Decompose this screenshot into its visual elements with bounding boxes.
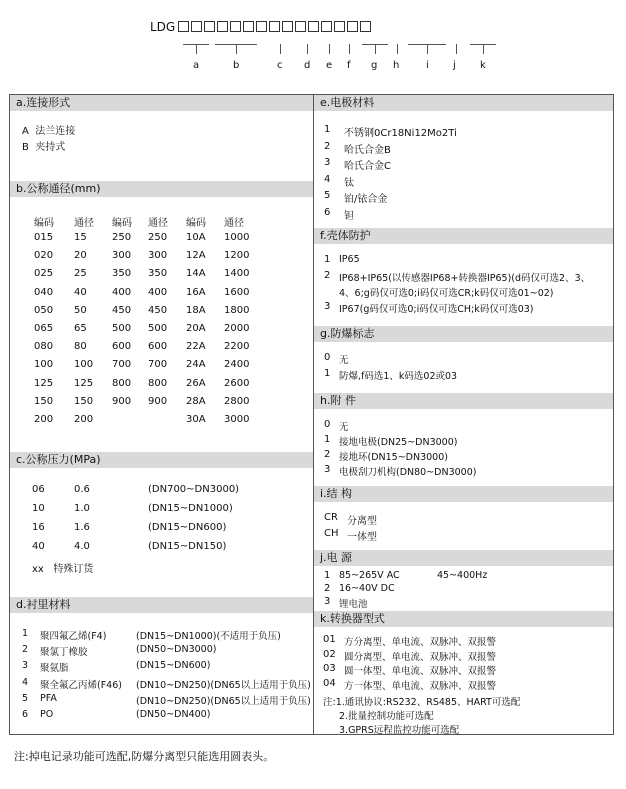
section-j-header: j.电 源 bbox=[314, 550, 613, 566]
table-cell: 350 bbox=[112, 268, 132, 280]
code-box bbox=[191, 21, 202, 32]
list-code: 2 bbox=[324, 270, 331, 281]
table-cell: 400 bbox=[112, 286, 132, 298]
table-cell: 500 bbox=[148, 323, 168, 334]
table-cell: 14A bbox=[186, 268, 206, 280]
table-cell: 1.6 bbox=[74, 522, 90, 533]
note-line: 3.GPRS远程监控功能可选配 bbox=[339, 725, 460, 736]
list-item: B 夹持式 bbox=[22, 142, 66, 153]
code-box bbox=[269, 21, 280, 32]
table-cell: 30A bbox=[186, 414, 206, 425]
table-cell: 12A bbox=[186, 250, 206, 262]
letter-c: c bbox=[277, 60, 283, 71]
table-cell: 20A bbox=[186, 323, 206, 334]
table-cell: 400 bbox=[148, 286, 168, 298]
list-item: 一体型 bbox=[347, 532, 377, 543]
letter-e: e bbox=[326, 60, 333, 71]
list-code: 2 bbox=[324, 583, 331, 594]
table-cell: (DN10~DN250)(DN65以上适用于负压) bbox=[136, 679, 311, 691]
list-item: 铂/铱合金 bbox=[344, 194, 388, 205]
table-cell: 15 bbox=[74, 232, 87, 243]
letter-a: a bbox=[193, 60, 200, 71]
list-item: 哈氏合金B bbox=[344, 144, 391, 156]
table-cell: 1600 bbox=[224, 286, 250, 298]
list-code: 2 bbox=[324, 449, 331, 460]
section-c-header: c.公称压力(MPa) bbox=[10, 452, 313, 468]
list-code: 1 bbox=[324, 570, 331, 581]
table-cell: 450 bbox=[148, 304, 168, 316]
table-cell: 2800 bbox=[224, 395, 250, 407]
list-code: 3 bbox=[324, 157, 331, 168]
table-cell: 80 bbox=[74, 341, 87, 353]
table-cell: (DN15~DN600) bbox=[148, 522, 227, 533]
table-cell: 3000 bbox=[224, 414, 250, 425]
model-prefix: LDG bbox=[150, 20, 176, 34]
list-code: 1 bbox=[324, 124, 331, 135]
table-cell: 2000 bbox=[224, 323, 250, 334]
code-box bbox=[295, 21, 306, 32]
table-cell: 500 bbox=[112, 323, 132, 334]
table-cell: 1400 bbox=[224, 268, 250, 280]
list-code: 3 bbox=[324, 464, 331, 475]
note-line: 注:1.通讯协议:RS232、RS485、HART可选配 bbox=[323, 697, 521, 708]
table-cell: 5 bbox=[22, 692, 29, 704]
table-cell: 250 bbox=[112, 232, 132, 243]
table-cell: 40 bbox=[74, 286, 87, 298]
table-cell: 080 bbox=[34, 341, 54, 353]
code-box bbox=[360, 21, 371, 32]
list-item: 哈氏合金C bbox=[344, 161, 391, 172]
table-cell: 100 bbox=[34, 359, 54, 371]
list-item: IP67(g码仅可选0;i码仅可选CH;k码仅可选03) bbox=[339, 304, 534, 315]
table-cell: 65 bbox=[74, 323, 87, 334]
list-item: A 法兰连接 bbox=[22, 126, 76, 137]
table-cell: (DN50~DN3000) bbox=[136, 644, 217, 656]
table-cell: 800 bbox=[148, 377, 168, 389]
table-cell: 1000 bbox=[224, 232, 250, 243]
table-cell: 1800 bbox=[224, 304, 250, 316]
note-line: 2.批量控制功能可选配 bbox=[339, 711, 434, 722]
table-cell: 600 bbox=[112, 341, 132, 353]
code-box bbox=[308, 21, 319, 32]
table-cell: 250 bbox=[148, 232, 168, 243]
table-cell: PFA bbox=[40, 692, 57, 704]
list-item: 方分离型、单电流、双脉冲、双报警 bbox=[344, 637, 497, 648]
code-box bbox=[282, 21, 293, 32]
table-header: 通径 bbox=[148, 218, 168, 229]
list-item: IP65 bbox=[339, 254, 360, 265]
table-cell: 300 bbox=[148, 250, 168, 262]
section-d-header: d.衬里材料 bbox=[10, 597, 313, 613]
list-item: 16~40V DC bbox=[339, 583, 395, 594]
table-cell: 22A bbox=[186, 341, 206, 353]
table-cell: (DN15~DN1000)(不适用于负压) bbox=[136, 631, 281, 642]
table-cell: 125 bbox=[34, 377, 54, 389]
list-code: 1 bbox=[324, 368, 331, 379]
list-item: 不锈钢0Cr18Ni12Mo2Ti bbox=[344, 128, 457, 139]
table-cell: 聚氨脂 bbox=[40, 663, 69, 675]
table-cell: 10 bbox=[32, 503, 45, 514]
table-cell: 200 bbox=[34, 414, 54, 425]
list-item: 方一体型、单电流、双脉冲、双报警 bbox=[344, 680, 497, 692]
list-item: 接地环(DN15~DN3000) bbox=[339, 452, 448, 463]
table-cell: 2 bbox=[22, 644, 29, 656]
list-item: 锂电池 bbox=[339, 599, 368, 610]
table-cell: 聚氯丁橡胶 bbox=[40, 647, 88, 659]
table-cell: 200 bbox=[74, 414, 94, 425]
table-cell: (DN15~DN150) bbox=[148, 541, 227, 552]
section-f-header: f.壳体防护 bbox=[314, 228, 613, 244]
table-cell: 2600 bbox=[224, 377, 250, 389]
table-cell: 18A bbox=[186, 304, 206, 316]
list-item: 钽 bbox=[344, 210, 354, 222]
section-e-header: e.电极材料 bbox=[314, 95, 613, 111]
table-cell: 050 bbox=[34, 304, 54, 316]
table-cell: (DN50~DN400) bbox=[136, 709, 211, 720]
table-header: 编码 bbox=[34, 218, 54, 229]
table-cell: 40 bbox=[32, 541, 45, 552]
list-code: 3 bbox=[324, 596, 331, 607]
list-code: 2 bbox=[324, 140, 331, 152]
table-cell: 700 bbox=[148, 359, 168, 371]
table-cell: 020 bbox=[34, 250, 54, 262]
model-code-boxes bbox=[178, 21, 373, 33]
table-cell: 300 bbox=[112, 250, 132, 262]
table-cell: 10A bbox=[186, 232, 206, 243]
list-code: 02 bbox=[323, 648, 336, 660]
table-cell: 900 bbox=[148, 395, 168, 407]
list-item: 85~265V AC bbox=[339, 570, 400, 581]
table-cell: (DN10~DN250)(DN65以上适用于负压) bbox=[136, 695, 311, 707]
list-item: 4、6;g码仅可选0;i码仅可选CR;k码仅可选01~02) bbox=[339, 288, 554, 299]
list-code: 3 bbox=[324, 301, 331, 312]
table-cell: 900 bbox=[112, 395, 132, 407]
list-item: 钛 bbox=[344, 177, 354, 189]
list-code: 6 bbox=[324, 206, 331, 218]
table-cell: 3 bbox=[22, 660, 29, 672]
list-code: 1 bbox=[324, 434, 331, 445]
list-item: 无 bbox=[339, 422, 349, 433]
code-box bbox=[347, 21, 358, 32]
table-cell: 26A bbox=[186, 377, 206, 389]
table-cell: (DN15~DN1000) bbox=[148, 503, 233, 514]
list-code: 5 bbox=[324, 190, 331, 201]
table-cell: 025 bbox=[34, 268, 54, 280]
list-item: 圆分离型、单电流、双脉冲、双报警 bbox=[344, 651, 497, 663]
list-code: CR bbox=[324, 512, 338, 523]
section-b-header: b.公称通径(mm) bbox=[10, 181, 313, 197]
table-cell: 聚四氟乙烯(F4) bbox=[40, 631, 107, 642]
list-item: 无 bbox=[339, 355, 349, 366]
list-item: 分离型 bbox=[347, 516, 377, 527]
letter-h: h bbox=[393, 60, 400, 71]
table-cell: 1200 bbox=[224, 250, 250, 262]
code-box bbox=[204, 21, 215, 32]
code-box bbox=[321, 21, 332, 32]
letter-k: k bbox=[480, 60, 486, 71]
table-cell: (DN15~DN600) bbox=[136, 660, 211, 672]
list-code: 03 bbox=[323, 663, 336, 674]
code-box bbox=[334, 21, 345, 32]
table-cell: 16A bbox=[186, 286, 206, 298]
table-cell: 150 bbox=[34, 395, 54, 407]
list-item: 防爆,f码选1、k码选02或03 bbox=[339, 371, 458, 382]
table-cell: 700 bbox=[112, 359, 132, 371]
code-box bbox=[230, 21, 241, 32]
table-cell: 2400 bbox=[224, 359, 250, 371]
list-item: 45~400Hz bbox=[437, 570, 488, 581]
table-cell: 24A bbox=[186, 359, 206, 371]
footer-note: 注:掉电记录功能可选配,防爆分离型只能选用圆表头。 bbox=[14, 750, 275, 763]
table-cell: (DN700~DN3000) bbox=[148, 484, 240, 495]
table-cell: 25 bbox=[74, 268, 87, 280]
table-cell: 800 bbox=[112, 377, 132, 389]
code-box bbox=[217, 21, 228, 32]
code-box bbox=[256, 21, 267, 32]
list-code: 1 bbox=[324, 254, 331, 265]
table-header: 通径 bbox=[224, 218, 244, 229]
table-cell: 350 bbox=[148, 268, 168, 280]
table-cell: 0.6 bbox=[74, 484, 90, 495]
letter-g: g bbox=[371, 60, 378, 71]
table-cell: 125 bbox=[74, 377, 94, 389]
list-code: 0 bbox=[324, 352, 331, 363]
section-h-header: h.附 件 bbox=[314, 393, 613, 409]
table-cell: 6 bbox=[22, 709, 29, 720]
table-cell: 040 bbox=[34, 286, 54, 298]
table-cell: 450 bbox=[112, 304, 132, 316]
letter-f: f bbox=[347, 60, 351, 71]
list-code: 0 bbox=[324, 419, 331, 430]
table-cell: 20 bbox=[74, 250, 87, 262]
table-cell: 150 bbox=[74, 395, 94, 407]
code-box bbox=[178, 21, 189, 32]
list-code: 4 bbox=[324, 173, 331, 185]
table-cell: 600 bbox=[148, 341, 168, 353]
list-item: 电极刮刀机构(DN80~DN3000) bbox=[339, 467, 477, 478]
table-cell: 015 bbox=[34, 232, 54, 243]
code-box bbox=[243, 21, 254, 32]
table-cell: 2200 bbox=[224, 341, 250, 353]
table-cell: 28A bbox=[186, 395, 206, 407]
special-order: xx 特殊订货 bbox=[32, 564, 94, 575]
list-code: 01 bbox=[323, 634, 336, 645]
table-cell: 4 bbox=[22, 676, 29, 688]
letter-d: d bbox=[304, 60, 311, 71]
table-cell: 50 bbox=[74, 304, 87, 316]
section-a-header: a.连接形式 bbox=[10, 95, 313, 111]
table-cell: 1 bbox=[22, 628, 29, 639]
section-k-header: k.转换器型式 bbox=[314, 611, 613, 627]
section-g-header: g.防爆标志 bbox=[314, 326, 613, 342]
table-cell: PO bbox=[40, 709, 54, 720]
table-cell: 4.0 bbox=[74, 541, 90, 552]
table-cell: 065 bbox=[34, 323, 54, 334]
list-code: CH bbox=[324, 528, 339, 539]
table-cell: 06 bbox=[32, 484, 45, 495]
table-header: 通径 bbox=[74, 218, 94, 229]
list-item: IP68+IP65(以传感器IP68+转换器IP65)(d码仅可选2、3、 bbox=[339, 273, 591, 284]
table-cell: 1.0 bbox=[74, 503, 90, 514]
list-item: 接地电极(DN25~DN3000) bbox=[339, 437, 458, 448]
table-cell: 16 bbox=[32, 522, 45, 533]
table-header: 编码 bbox=[112, 218, 132, 229]
table-cell: 聚全氟乙丙烯(F46) bbox=[40, 679, 122, 691]
list-code: 04 bbox=[323, 677, 336, 689]
letter-j: j bbox=[453, 60, 456, 71]
list-item: 圆一体型、单电流、双脉冲、双报警 bbox=[344, 666, 497, 677]
table-header: 编码 bbox=[186, 218, 206, 229]
letter-b: b bbox=[233, 60, 240, 71]
table-cell: 100 bbox=[74, 359, 94, 371]
section-i-header: i.结 构 bbox=[314, 486, 613, 502]
letter-i: i bbox=[426, 60, 429, 71]
